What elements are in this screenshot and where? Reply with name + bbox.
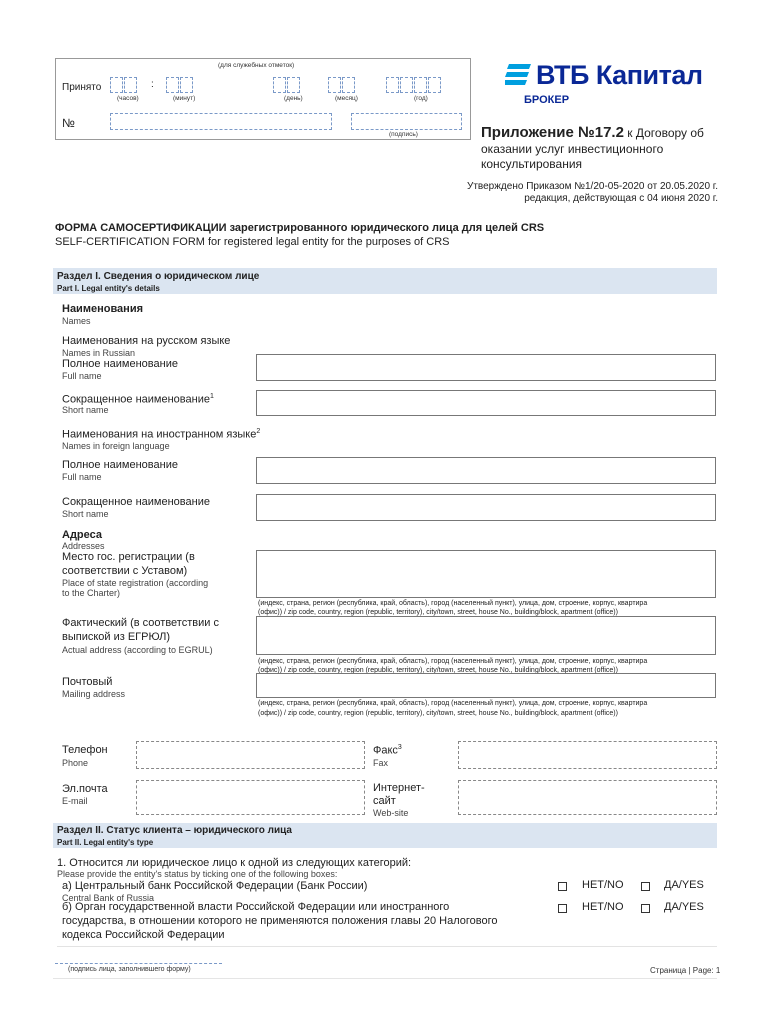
full-name-foreign-en: Full name [62, 472, 102, 482]
annex-title-bold: Приложение №17.2 [481, 124, 624, 141]
year-caption: (год) [414, 95, 428, 102]
mailing-address-en: Mailing address [62, 689, 126, 699]
short-name-foreign-en: Short name [62, 509, 109, 519]
email-label: Эл.почта [62, 783, 108, 795]
minutes-caption: (минут) [173, 95, 196, 102]
vtb-stripes-icon [505, 64, 531, 86]
website-field[interactable] [458, 780, 717, 815]
part2-title-en: Part II. Legal entity's type [57, 838, 154, 847]
form-title-ru-bold: ФОРМА САМОСЕРТИФИКАЦИИ [55, 222, 227, 234]
year-cell-3[interactable] [414, 77, 427, 93]
year-cell-4[interactable] [428, 77, 441, 93]
foreign-names-text: Наименования на иностранном языке [62, 428, 257, 441]
hour-cell-2[interactable] [124, 77, 137, 93]
signature-caption: (подпись) [389, 131, 418, 138]
option-b-ru-2: государства, в отношении которого не применяются положения главы 20 Налогового [62, 915, 498, 927]
service-note: (для служебных отметок) [218, 62, 295, 69]
form-title-ru-rest: зарегистрированного юридического лица для целей CRS [226, 222, 545, 234]
signature-field[interactable] [351, 113, 462, 130]
annex-title [481, 124, 704, 142]
reg-address-hint-2: (офис)) / zip code, country, region (republic, territory), city/town, street, house No., building/block, apartment (office)) [258, 609, 618, 616]
mailing-address-hint-2: (офис)) / zip code, country, region (republic, territory), city/town, street, house No., building/block, apartment (office)) [258, 710, 618, 717]
number-sign: № [62, 116, 75, 130]
day-cell-2[interactable] [287, 77, 300, 93]
phone-label: Телефон [62, 744, 108, 756]
form-title-ru [55, 222, 544, 234]
option-a-yes-checkbox[interactable] [641, 882, 650, 891]
short-name-en: Short name [62, 405, 109, 415]
vtb-logo [505, 60, 735, 110]
fax-field[interactable] [458, 741, 717, 769]
actual-address-hint-2: (офис)) / zip code, country, region (republic, territory), city/town, street, house No., building/block, apartment (office)) [258, 667, 618, 674]
actual-address-label-2: выпиской из ЕГРЮЛ) [62, 631, 170, 643]
option-b-yes-checkbox[interactable] [641, 904, 650, 913]
year-cell-2[interactable] [400, 77, 413, 93]
part1-title-en: Part I. Legal entity's details [57, 284, 160, 293]
reg-address-field[interactable] [256, 550, 716, 598]
hour-cell-1[interactable] [110, 77, 123, 93]
approved-line-1: Утверждено Приказом №1/20-05-2020 от 20.05.2020 г. [466, 181, 718, 192]
minute-cell-2[interactable] [180, 77, 193, 93]
actual-address-label-1: Фактический (в соответствии с [62, 617, 219, 629]
mailing-address-field[interactable] [256, 673, 716, 698]
minute-cell-1[interactable] [166, 77, 179, 93]
actual-address-field[interactable] [256, 616, 716, 655]
addresses-heading-en: Addresses [62, 541, 105, 551]
brand-name: ВТБ Капитал [536, 60, 703, 90]
registration-number-field[interactable] [110, 113, 332, 130]
approved-line-2: редакция, действующая с 04 июня 2020 г. [524, 193, 718, 204]
website-label-1: Интернет- [373, 782, 425, 794]
time-colon: : [151, 79, 154, 90]
names-heading-en: Names [62, 316, 91, 326]
question-1-ru: 1. Относится ли юридическое лицо к одной из следующих категорий: [57, 857, 412, 869]
option-b-ru-3: кодекса Российской Федерации [62, 929, 225, 941]
email-en: E-mail [62, 796, 88, 806]
option-a-yes-label: ДА/YES [664, 879, 704, 891]
month-cell-1[interactable] [328, 77, 341, 93]
full-name-label: Полное наименование [62, 358, 178, 370]
accepted-label: Принято [62, 82, 102, 93]
form-title-en: SELF-CERTIFICATION FORM for registered legal entity for the purposes of CRS [55, 236, 450, 248]
option-b-no-label: НЕТ/NO [582, 901, 624, 913]
part2-title-ru: Раздел II. Статус клиента – юридического лица [57, 825, 292, 836]
phone-field[interactable] [136, 741, 365, 769]
addresses-heading: Адреса [62, 529, 102, 541]
option-b-yes-label: ДА/YES [664, 901, 704, 913]
fax-text: Факс [373, 744, 398, 757]
part2-divider [57, 946, 717, 947]
option-b-no-checkbox[interactable] [558, 904, 567, 913]
russian-names-label: Наименования на русском языке [62, 335, 231, 347]
option-a-en: Central Bank of Russia [62, 893, 155, 903]
actual-address-en: Actual address (according to EGRUL) [62, 645, 213, 655]
annex-title-rest: к Договору об [623, 126, 704, 140]
website-label-2: сайт [373, 795, 396, 807]
website-en: Web-site [373, 808, 409, 818]
short-name-text: Сокращенное наименование [62, 393, 210, 406]
signature-caption-footer: (подпись лица, заполнившего форму) [68, 966, 191, 973]
mailing-address-hint-1: (индекс, страна, регион (республика, край, область), город (населенный пункт), улица, дом, строение, корпус, квартира [258, 700, 648, 707]
short-name-foreign-field[interactable] [256, 494, 716, 521]
option-a-no-label: НЕТ/NO [582, 879, 624, 891]
short-name-label [62, 393, 214, 406]
short-name-foreign-label: Сокращенное наименование [62, 496, 210, 508]
short-name-ru-field[interactable] [256, 390, 716, 416]
reg-address-en-2: to the Charter) [62, 588, 121, 598]
annex-line-3: консультирования [481, 157, 583, 171]
short-name-footnote: 1 [209, 393, 214, 400]
full-name-foreign-label: Полное наименование [62, 459, 178, 471]
reg-address-hint-1: (индекс, страна, регион (республика, край, область), город (населенный пункт), улица, дом, строение, корпус, квартира [258, 600, 648, 607]
reg-address-label-1: Место гос. регистрации (в [62, 551, 195, 563]
fax-en: Fax [373, 758, 389, 768]
option-a-ru: а) Центральный банк Российской Федерации (Банк России) [62, 880, 368, 892]
month-cell-2[interactable] [342, 77, 355, 93]
day-caption: (день) [284, 95, 303, 102]
part1-title-ru: Раздел I. Сведения о юридическом лице [57, 271, 260, 282]
russian-names-en: Names in Russian [62, 348, 136, 358]
fax-footnote: 3 [397, 744, 402, 751]
full-name-foreign-field[interactable] [256, 457, 716, 484]
fax-label [373, 744, 402, 757]
actual-address-hint-1: (индекс, страна, регион (республика, край, область), город (населенный пункт), улица, дом, строение, корпус, квартира [258, 658, 648, 665]
year-cell-1[interactable] [386, 77, 399, 93]
annex-line-2: оказании услуг инвестиционного [481, 142, 664, 156]
reg-address-en-1: Place of state registration (according [62, 578, 209, 588]
reg-address-label-2: соответствии с Уставом) [62, 565, 188, 577]
footer-divider [53, 978, 717, 979]
option-b-ru-1: б) Орган государственной власти Российской Федерации или иностранного [62, 901, 450, 913]
question-1-en: Please provide the entity's status by ticking one of the following boxes: [57, 869, 338, 879]
foreign-names-footnote: 2 [256, 428, 261, 435]
full-name-ru-field[interactable] [256, 354, 716, 381]
signature-line[interactable] [55, 963, 222, 964]
names-heading: Наименования [62, 303, 144, 315]
foreign-names-label [62, 428, 260, 441]
option-a-no-checkbox[interactable] [558, 882, 567, 891]
page-number: Страница | Page: 1 [650, 966, 721, 975]
foreign-names-en: Names in foreign language [62, 441, 170, 451]
phone-en: Phone [62, 758, 89, 768]
day-cell-1[interactable] [273, 77, 286, 93]
brand-sub: БРОКЕР [524, 94, 570, 106]
month-caption: (месяц) [335, 95, 358, 102]
hours-caption: (часов) [117, 95, 139, 102]
email-field[interactable] [136, 780, 365, 815]
full-name-en: Full name [62, 371, 102, 381]
mailing-address-label: Почтовый [62, 676, 113, 688]
